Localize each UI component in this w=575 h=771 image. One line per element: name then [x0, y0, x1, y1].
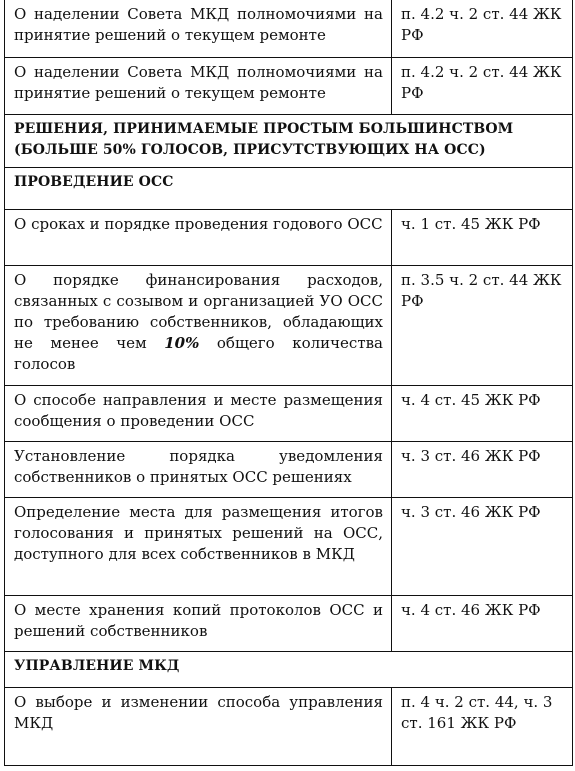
law-reference-cell: ч. 3 ст. 46 ЖК РФ — [392, 497, 573, 595]
law-reference-cell: п. 4.2 ч. 2 ст. 44 ЖК РФ — [392, 57, 573, 114]
section-header-row — [5, 167, 573, 209]
table-row — [5, 385, 573, 441]
table-row — [5, 441, 573, 497]
question-cell: О способе направления и месте размещения сообщения о проведении ОСС — [5, 385, 392, 441]
law-reference-cell: ч. 4 ст. 45 ЖК РФ — [392, 385, 573, 441]
question-cell: О месте хранения копий протоколов ОСС и решений собственников — [5, 595, 392, 651]
table-row — [5, 595, 573, 651]
law-reference-cell: ч. 1 ст. 45 ЖК РФ — [392, 209, 573, 265]
table-row — [5, 687, 573, 765]
table-row — [5, 209, 573, 265]
question-cell: О наделении Совета МКД полномочиями на принятие решений о текущем ремонте — [5, 57, 392, 114]
section-header-row — [5, 651, 573, 687]
law-reference-cell: п. 3.5 ч. 2 ст. 44 ЖК РФ — [392, 265, 573, 385]
law-reference-cell: ч. 3 ст. 46 ЖК РФ — [392, 441, 573, 497]
section-title: ПРОВЕДЕНИЕ ОСС — [5, 167, 573, 209]
table-row — [5, 57, 573, 114]
law-reference-cell: ч. 4 ст. 46 ЖК РФ — [392, 595, 573, 651]
table-row — [5, 265, 573, 385]
question-cell: Определение места для размещения итогов голосования и принятых решений на ОСС, доступного для всех собственников в МКД — [5, 497, 392, 595]
section-header-row — [5, 114, 573, 167]
question-cell — [5, 265, 392, 385]
law-reference-cell: п. 4 ч. 2 ст. 44, ч. 3 ст. 161 ЖК РФ — [392, 687, 573, 765]
section-title: РЕШЕНИЯ, ПРИНИМАЕМЫЕ ПРОСТЫМ БОЛЬШИНСТВОМ (БОЛЬШЕ 50% ГОЛОСОВ, ПРИСУТСТВУЮЩИХ НА ОСС) — [5, 114, 573, 167]
question-emphasis: 10% — [164, 333, 200, 352]
question-cell: О сроках и порядке проведения годового ОСС — [5, 209, 392, 265]
table-row — [5, 0, 573, 57]
question-text: общего количества голосов — [14, 333, 384, 373]
question-cell: О наделении Совета МКД полномочиями на принятие решений о текущем ремонте — [5, 0, 392, 57]
question-text: О порядке финансирования расходов, связанных с созывом и организацией УО ОСС по требованию собственников, обладающих не менее чем — [14, 270, 383, 352]
question-cell: Установление порядка уведомления собственников о принятых ОСС решениях — [5, 441, 392, 497]
law-reference-cell: п. 4.2 ч. 2 ст. 44 ЖК РФ — [392, 0, 573, 57]
question-cell: О выборе и изменении способа управления МКД — [5, 687, 392, 765]
section-title: УПРАВЛЕНИЕ МКД — [5, 651, 573, 687]
table-row — [5, 497, 573, 595]
legal-basis-table — [4, 0, 573, 766]
